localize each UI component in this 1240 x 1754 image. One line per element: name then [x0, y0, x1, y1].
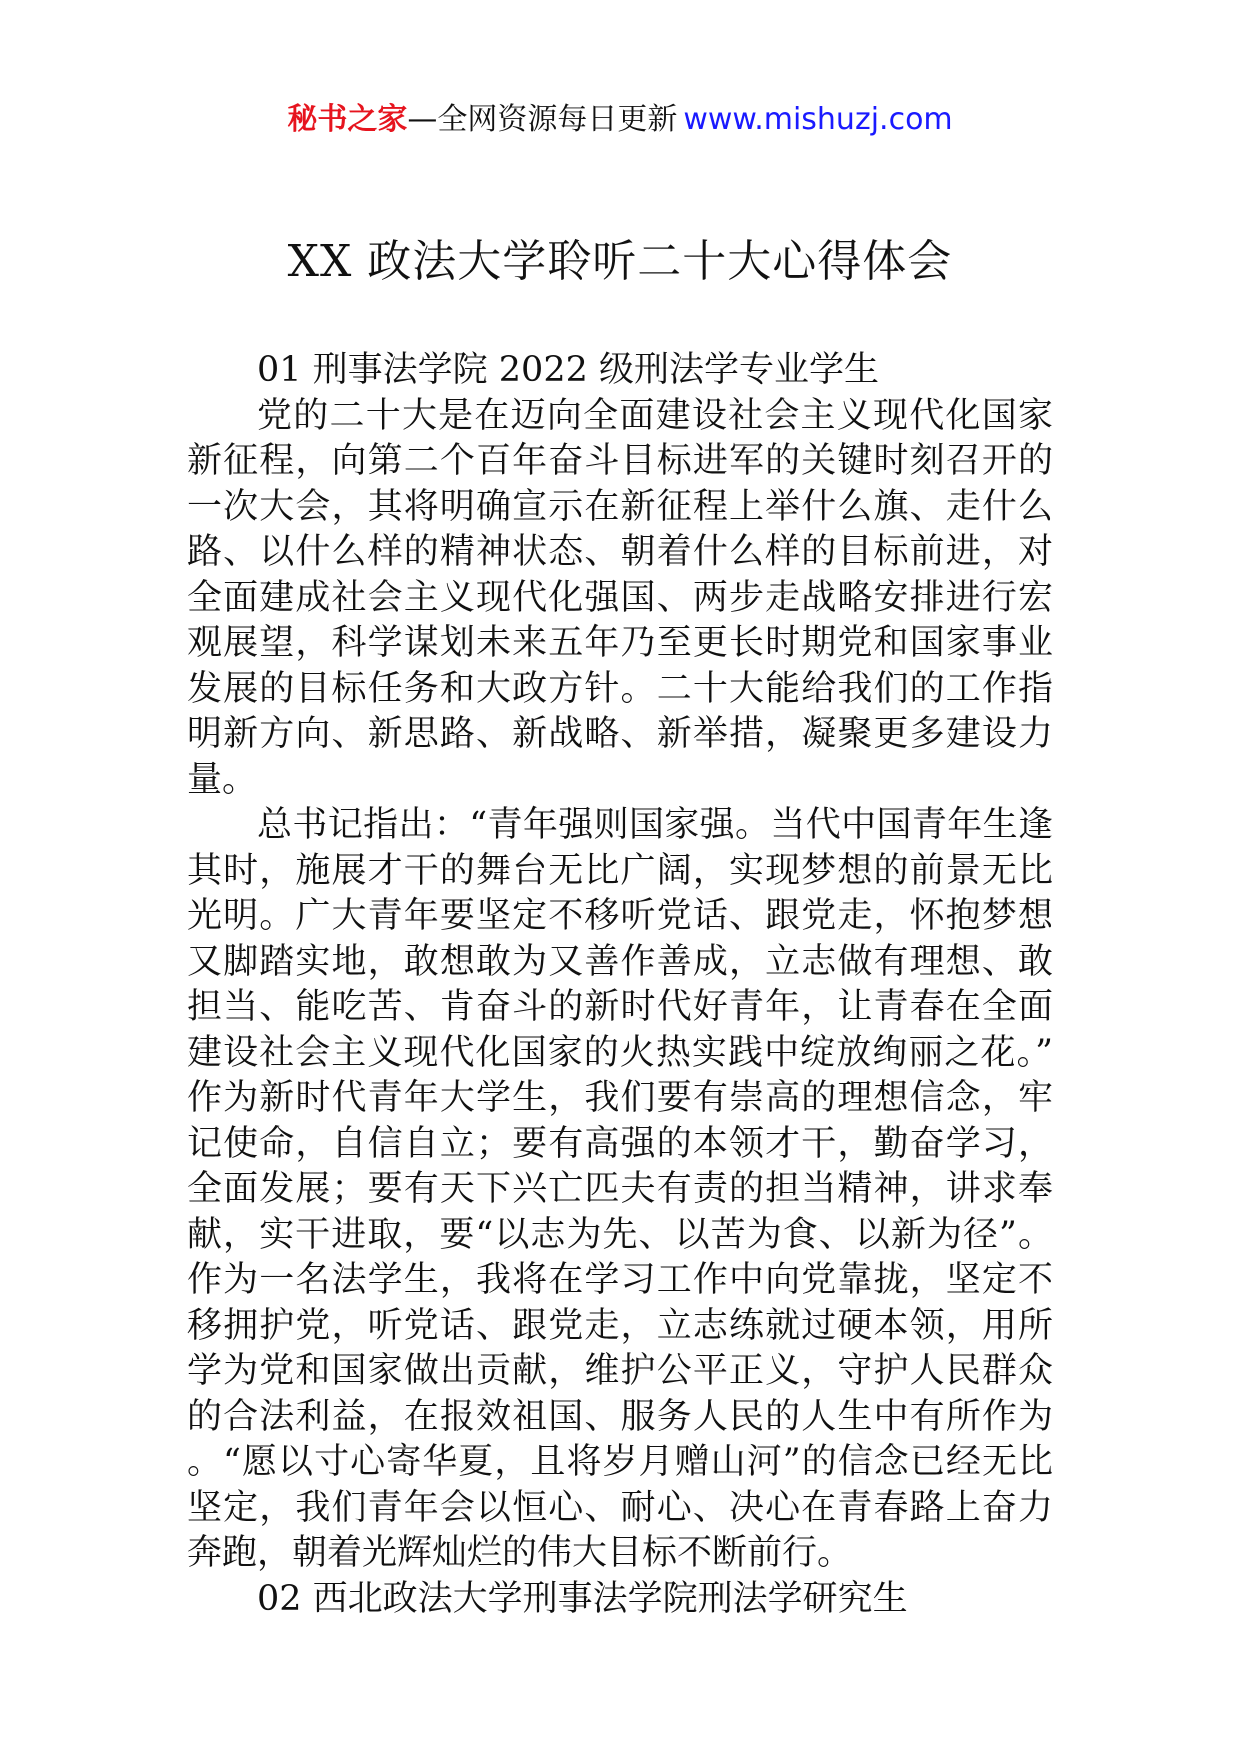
- section-heading: 01 刑事法学院 2022 级刑法学专业学生: [257, 350, 879, 390]
- body-paragraph: 党的二十大是在迈向全面建设社会主义现代化国家新征程，向第二个百年奋斗目标进军的关键时刻召开的一次大会，其将明确宣示在新征程上举什么旗、走什么路、以什么样的精神状态、朝着什么样的目标前进，对全面建成社会主义现代化强国、两步走战略安排进行宏观展望，科学谋划未来五年乃至更长时期党和国家事业发展的目标任务和大政方针。二十大能给我们的工作指明新方向、新思路、新战略、新举措，凝聚更多建设力量。: [187, 395, 1053, 800]
- document-body: [187, 348, 1053, 1622]
- site-url-link[interactable]: www.mishuzj.com: [683, 102, 953, 137]
- header-slogan: —全网资源每日更新: [407, 102, 678, 137]
- body-paragraph: 总书记指出：“青年强则国家强。当代中国青年生逢其时，施展才干的舞台无比广阔，实现梦想的前景无比光明。广大青年要坚定不移听党话、跟党走，怀抱梦想又脚踏实地，敢想敢为又善作善成，立志做有理想、敢担当、能吃苦、肯奋斗的新时代好青年，让青春在全面建设社会主义现代化国家的火热实践中绽放绚丽之花。”作为新时代青年大学生，我们要有崇高的理想信念，牢记使命，自信自立；要有高强的本领才干，勤奋学习，全面发展；要有天下兴亡匹夫有责的担当精神，讲求奉献，实干进取，要“以志为先、以苦为食、以新为径”。作为一名法学生，我将在学习工作中向党靠拢，坚定不移拥护党，听党话、跟党走，立志练就过硬本领，用所学为党和国家做出贡献，维护公平正义，守护人民群众的合法利益，在报效祖国、服务人民的人生中有所作为。“愿以寸心寄华夏，且将岁月赠山河”的信念已经无比坚定，我们青年会以恒心、耐心、决心在青春路上奋力奔跑，朝着光辉灿烂的伟大目标不断前行。: [187, 805, 1053, 1573]
- site-header: [0, 100, 1240, 140]
- document-title: XX 政法大学聆听二十大心得体会: [287, 236, 953, 287]
- brand-name: 秘书之家: [287, 102, 408, 137]
- section-heading: 02 西北政法大学刑事法学院刑法学研究生: [257, 1578, 908, 1619]
